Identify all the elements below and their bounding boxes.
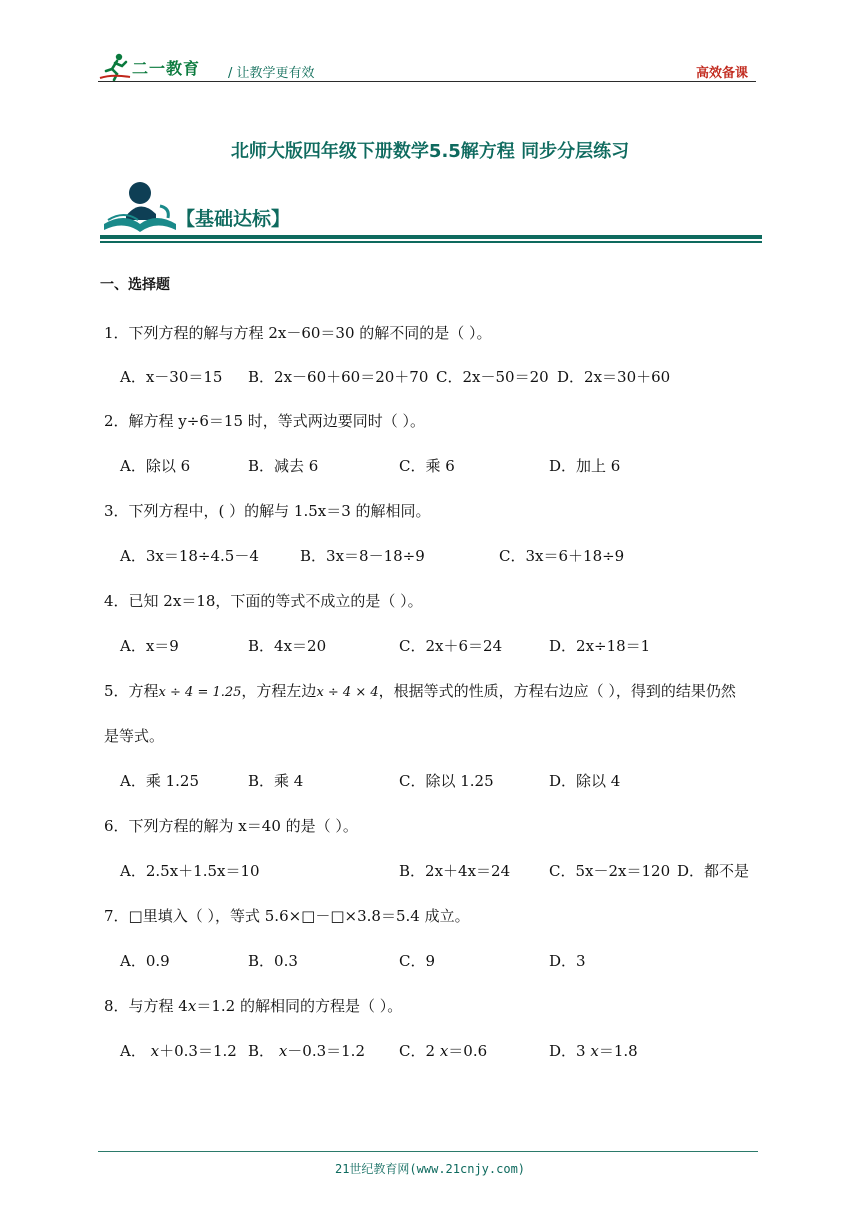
q8-option-d-var: x (590, 1042, 599, 1060)
q1-option-b: B．2x－60＋60＝20＋70 (248, 368, 429, 386)
q8-text-a: 8．与方程 4 (104, 997, 188, 1015)
q8-option-d-label: D．3 (549, 1042, 586, 1060)
q5-option-a: A．乘 1.25 (120, 772, 199, 790)
logo (98, 52, 210, 82)
q5-option-b: B．乘 4 (248, 772, 304, 790)
section-banner (100, 180, 762, 246)
q1-option-d: D．2x＝30＋60 (557, 368, 671, 386)
q5-text-b: ，方程左边 (241, 682, 317, 700)
question-5 (104, 680, 736, 701)
q1-option-a: A．x－30＝15 (120, 368, 223, 386)
q3-option-a: A．3x＝18÷4.5－4 (120, 547, 259, 565)
q8-option-d (549, 1040, 638, 1061)
q2-option-a: A．除以 6 (120, 457, 191, 475)
q4-option-c: C．2x＋6＝24 (399, 637, 503, 655)
q8-option-b-var: x (278, 1042, 288, 1060)
q8-option-a-rest: ＋0.3＝1.2 (159, 1042, 237, 1060)
q6-option-d: D．都不是 (677, 862, 750, 880)
logo-text: 二一教育 (132, 59, 201, 78)
banner-rule-thick (100, 235, 762, 239)
q4-option-a: A．x＝9 (120, 637, 179, 655)
q6-option-b: B．2x＋4x＝24 (399, 862, 511, 880)
q7-option-b: B．0.3 (248, 952, 298, 970)
q8-option-a-var: x (150, 1042, 160, 1060)
question-3: 3．下列方程中，( ）的解与 1.5x＝3 的解相同。 (104, 502, 431, 520)
page-header (98, 52, 756, 82)
q6-option-c: C．5x－2x＝120 (549, 862, 671, 880)
q1-option-c: C．2x－50＝20 (436, 368, 549, 386)
question-4: 4．已知 2x＝18，下面的等式不成立的是（ ）。 (104, 592, 423, 610)
q8-option-d-rest: ＝1.8 (598, 1042, 638, 1060)
q8-option-b (248, 1040, 365, 1061)
q8-option-a (120, 1040, 237, 1061)
q5-option-c: C．除以 1.25 (399, 772, 494, 790)
question-6: 6．下列方程的解为 x＝40 的是（ ）。 (104, 817, 358, 835)
q8-option-c (399, 1040, 487, 1061)
q8-option-b-label: B． (248, 1042, 275, 1060)
banner-rule-thin (100, 241, 762, 243)
q5-equation: x ÷ 4 = 1.25 (158, 685, 242, 700)
q3-option-b: B．3x＝8－18÷9 (300, 547, 425, 565)
q2-option-c: C．乘 6 (399, 457, 455, 475)
q8-text-b: ＝1.2 的解相同的方程是（ ）。 (196, 997, 403, 1015)
q4-option-d: D．2x÷18＝1 (549, 637, 651, 655)
reader-book-icon (100, 180, 178, 236)
question-1: 1．下列方程的解与方程 2x－60＝30 的解不同的是（ ）。 (104, 324, 492, 342)
section-banner-label: 【基础达标】 (176, 208, 291, 230)
q5-text-c: ，根据等式的性质，方程右边应（ ），得到的结果仍然 (378, 682, 736, 700)
q8-option-c-rest: ＝0.6 (448, 1042, 488, 1060)
footer-text[interactable]: 21世纪教育网(www.21cnjy.com) (334, 1162, 526, 1176)
q5-option-d: D．除以 4 (549, 772, 621, 790)
q8-option-b-rest: －0.3＝1.2 (287, 1042, 365, 1060)
q4-option-b: B．4x＝20 (248, 637, 327, 655)
q5-expression: x ÷ 4 × 4 (316, 685, 379, 700)
footer-rule (98, 1151, 758, 1152)
q2-option-b: B．减去 6 (248, 457, 319, 475)
question-7: 7．□里填入（ ），等式 5.6×□－□×3.8＝5.4 成立。 (104, 907, 470, 925)
question-8 (104, 995, 402, 1016)
q8-option-c-var: x (439, 1042, 449, 1060)
header-slogan: / 让教学更有效 (228, 66, 315, 81)
q7-option-c: C．9 (399, 952, 436, 970)
q5-text-a: 5．方程 (104, 682, 159, 700)
q8-variable: x (187, 997, 197, 1015)
q8-option-a-label: A． (120, 1042, 146, 1060)
header-rule (98, 81, 756, 82)
q7-option-a: A．0.9 (120, 952, 170, 970)
q6-option-a: A．2.5x＋1.5x＝10 (120, 862, 260, 880)
question-2: 2．解方程 y÷6＝15 时，等式两边要同时（ ）。 (104, 412, 426, 430)
q3-option-c: C．3x＝6＋18÷9 (499, 547, 625, 565)
running-figure-icon (98, 52, 132, 82)
q7-option-d: D．3 (549, 952, 586, 970)
section-heading: 一、选择题 (100, 277, 170, 293)
header-badge: 高效备课 (695, 66, 748, 81)
question-5-line-2: 是等式。 (104, 727, 165, 745)
q2-option-d: D．加上 6 (549, 457, 621, 475)
page-title: 北师大版四年级下册数学5.5解方程 同步分层练习 (230, 141, 630, 162)
q8-option-c-label: C．2 (399, 1042, 436, 1060)
